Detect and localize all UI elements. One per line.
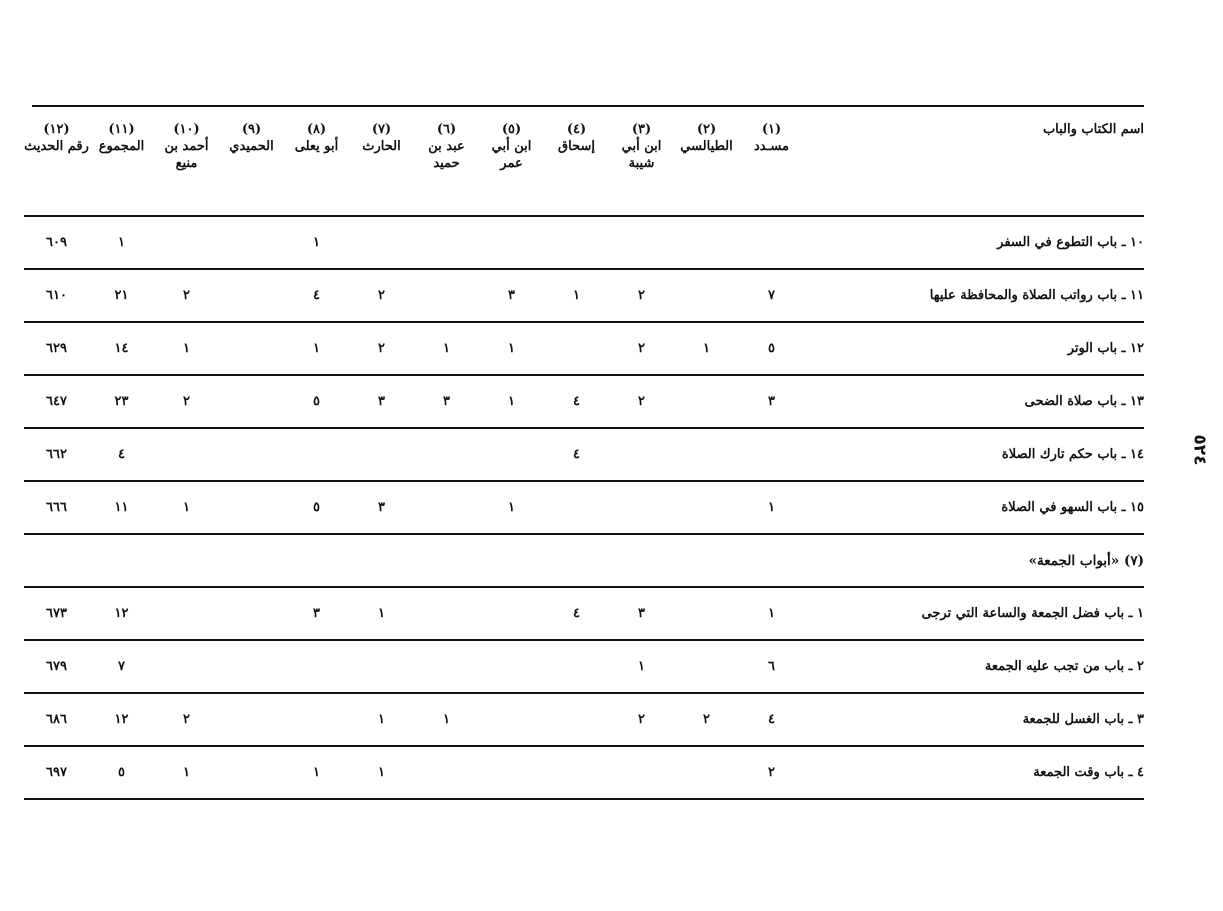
total-cell: ٢٣ bbox=[89, 375, 154, 428]
table-row bbox=[24, 428, 1144, 481]
count-cell bbox=[219, 428, 284, 481]
column-label: رقم الحديث bbox=[24, 139, 89, 154]
total-cell: ١٢ bbox=[89, 587, 154, 640]
chapter-title-cell: ١٢ ـ باب الوتر bbox=[804, 322, 1144, 375]
count-cell: ٢ bbox=[349, 322, 414, 375]
count-cell: ٤ bbox=[544, 375, 609, 428]
count-cell: ١ bbox=[414, 693, 479, 746]
column-header bbox=[89, 107, 154, 216]
column-number: (١٢) bbox=[43, 122, 70, 137]
count-cell bbox=[219, 269, 284, 322]
count-cell: ٣ bbox=[349, 481, 414, 534]
count-cell: ٤ bbox=[544, 428, 609, 481]
column-label: الحارث bbox=[362, 139, 401, 154]
count-cell bbox=[674, 481, 739, 534]
count-cell bbox=[674, 269, 739, 322]
count-cell bbox=[479, 746, 544, 799]
count-cell bbox=[674, 216, 739, 269]
count-cell bbox=[219, 481, 284, 534]
table-header-row bbox=[24, 107, 1144, 216]
count-cell bbox=[414, 216, 479, 269]
hadith-number-cell: ٦٧٣ bbox=[24, 587, 89, 640]
column-header bbox=[349, 107, 414, 216]
count-cell: ١ bbox=[284, 746, 349, 799]
count-cell: ٤ bbox=[544, 587, 609, 640]
hadith-number-cell: ٦٦٦ bbox=[24, 481, 89, 534]
count-cell: ٤ bbox=[284, 269, 349, 322]
chapter-title-cell: ١٥ ـ باب السهو في الصلاة bbox=[804, 481, 1144, 534]
count-cell bbox=[479, 216, 544, 269]
section-heading-row bbox=[24, 534, 1144, 587]
column-header-title bbox=[804, 107, 1144, 216]
count-cell: ٣ bbox=[739, 375, 804, 428]
chapter-title-cell: ١٣ ـ باب صلاة الضحى bbox=[804, 375, 1144, 428]
column-header bbox=[479, 107, 544, 216]
column-header bbox=[544, 107, 609, 216]
count-cell: ٢ bbox=[609, 693, 674, 746]
count-cell: ٤ bbox=[739, 693, 804, 746]
count-cell bbox=[479, 693, 544, 746]
total-cell: ٢١ bbox=[89, 269, 154, 322]
column-header bbox=[674, 107, 739, 216]
total-cell: ١٢ bbox=[89, 693, 154, 746]
total-cell: ١١ bbox=[89, 481, 154, 534]
count-cell bbox=[674, 375, 739, 428]
total-cell: ١٤ bbox=[89, 322, 154, 375]
hadith-number-cell: ٦٨٦ bbox=[24, 693, 89, 746]
table-row bbox=[24, 693, 1144, 746]
column-label: الطيالسي bbox=[680, 139, 733, 154]
count-cell: ٢ bbox=[609, 269, 674, 322]
count-cell bbox=[219, 322, 284, 375]
count-cell bbox=[414, 587, 479, 640]
column-header bbox=[154, 107, 219, 216]
count-cell bbox=[544, 640, 609, 693]
count-cell: ١ bbox=[674, 322, 739, 375]
column-number: (٢) bbox=[696, 122, 717, 137]
count-cell: ٢ bbox=[154, 693, 219, 746]
table-row bbox=[24, 322, 1144, 375]
count-cell: ٢ bbox=[609, 322, 674, 375]
column-number: (٣) bbox=[631, 122, 652, 137]
count-cell bbox=[674, 640, 739, 693]
count-cell: ٣ bbox=[349, 375, 414, 428]
count-cell bbox=[674, 587, 739, 640]
hadith-number-cell: ٦١٠ bbox=[24, 269, 89, 322]
chapter-title-cell: ٣ ـ باب الغسل للجمعة bbox=[804, 693, 1144, 746]
count-cell: ١ bbox=[349, 746, 414, 799]
count-cell: ٧ bbox=[739, 269, 804, 322]
hadith-number-cell: ٦٠٩ bbox=[24, 216, 89, 269]
column-number: (٩) bbox=[241, 122, 262, 137]
count-cell bbox=[609, 481, 674, 534]
count-cell bbox=[349, 428, 414, 481]
column-header bbox=[219, 107, 284, 216]
total-cell: ١ bbox=[89, 216, 154, 269]
chapter-title-cell: ١٤ ـ باب حكم تارك الصلاة bbox=[804, 428, 1144, 481]
count-cell: ١ bbox=[479, 481, 544, 534]
count-cell bbox=[219, 693, 284, 746]
total-cell: ٥ bbox=[89, 746, 154, 799]
count-cell bbox=[544, 481, 609, 534]
count-cell bbox=[219, 587, 284, 640]
count-cell bbox=[219, 375, 284, 428]
count-cell bbox=[219, 746, 284, 799]
count-cell: ١ bbox=[349, 693, 414, 746]
column-header bbox=[739, 107, 804, 216]
column-number: (٦) bbox=[436, 122, 457, 137]
count-cell bbox=[219, 216, 284, 269]
hadith-number-cell: ٦٦٢ bbox=[24, 428, 89, 481]
count-cell bbox=[414, 428, 479, 481]
count-cell: ٥ bbox=[284, 481, 349, 534]
column-number: (٤) bbox=[566, 122, 587, 137]
column-header bbox=[24, 107, 89, 216]
count-cell: ١ bbox=[154, 746, 219, 799]
count-cell: ١ bbox=[154, 322, 219, 375]
column-header bbox=[414, 107, 479, 216]
count-cell bbox=[284, 693, 349, 746]
column-number: (١) bbox=[761, 122, 782, 137]
count-cell bbox=[284, 640, 349, 693]
table-row bbox=[24, 269, 1144, 322]
table-row bbox=[24, 481, 1144, 534]
count-cell bbox=[479, 428, 544, 481]
count-cell: ٢ bbox=[609, 375, 674, 428]
column-label: اسم الكتاب والباب bbox=[1042, 122, 1144, 137]
column-label: إسحاق bbox=[558, 139, 595, 154]
column-label: الحميدي bbox=[229, 139, 274, 154]
hadith-number-cell: ٦٤٧ bbox=[24, 375, 89, 428]
column-number: (٧) bbox=[371, 122, 392, 137]
count-cell: ٥ bbox=[739, 322, 804, 375]
column-number: (٨) bbox=[306, 122, 327, 137]
count-cell: ٣ bbox=[479, 269, 544, 322]
count-cell: ١ bbox=[284, 216, 349, 269]
count-cell bbox=[739, 216, 804, 269]
count-cell bbox=[349, 216, 414, 269]
column-label: أبو يعلى bbox=[294, 139, 339, 154]
count-cell bbox=[544, 693, 609, 746]
count-cell: ١ bbox=[284, 322, 349, 375]
count-cell bbox=[674, 746, 739, 799]
page-number: ٥٢٤ bbox=[1189, 434, 1210, 466]
column-label: ابن أبي عمر bbox=[491, 139, 532, 171]
count-cell: ١ bbox=[609, 640, 674, 693]
chapter-title-cell: ٤ ـ باب وقت الجمعة bbox=[804, 746, 1144, 799]
table-row bbox=[24, 746, 1144, 799]
count-cell bbox=[284, 428, 349, 481]
table-row bbox=[24, 216, 1144, 269]
table-row bbox=[24, 587, 1144, 640]
hadith-table bbox=[24, 107, 1144, 800]
column-header bbox=[284, 107, 349, 216]
hadith-number-cell: ٦٩٧ bbox=[24, 746, 89, 799]
count-cell: ١ bbox=[544, 269, 609, 322]
column-label: المجموع bbox=[98, 139, 145, 154]
count-cell bbox=[609, 216, 674, 269]
count-cell: ٢ bbox=[154, 269, 219, 322]
count-cell bbox=[544, 746, 609, 799]
count-cell: ١ bbox=[349, 587, 414, 640]
count-cell: ١ bbox=[479, 375, 544, 428]
count-cell bbox=[739, 428, 804, 481]
count-cell bbox=[479, 640, 544, 693]
table-body bbox=[24, 216, 1144, 799]
count-cell bbox=[219, 640, 284, 693]
count-cell bbox=[544, 322, 609, 375]
table-row bbox=[24, 375, 1144, 428]
count-cell bbox=[414, 481, 479, 534]
chapter-title-cell: ١٠ ـ باب التطوع في السفر bbox=[804, 216, 1144, 269]
chapter-title-cell: ١١ ـ باب رواتب الصلاة والمحافظة عليها bbox=[804, 269, 1144, 322]
count-cell: ٥ bbox=[284, 375, 349, 428]
column-number: (١٠) bbox=[173, 122, 200, 137]
column-label: عبد بن حميد bbox=[428, 139, 465, 171]
count-cell: ٢ bbox=[674, 693, 739, 746]
count-cell: ٢ bbox=[349, 269, 414, 322]
count-cell: ١ bbox=[479, 322, 544, 375]
count-cell bbox=[414, 269, 479, 322]
column-label: أحمد بن منيع bbox=[164, 139, 209, 171]
column-label: مسـدد bbox=[754, 139, 789, 154]
count-cell bbox=[674, 428, 739, 481]
count-cell: ٢ bbox=[739, 746, 804, 799]
count-cell: ١ bbox=[154, 481, 219, 534]
total-cell: ٧ bbox=[89, 640, 154, 693]
count-cell bbox=[609, 746, 674, 799]
count-cell bbox=[479, 587, 544, 640]
hadith-number-cell: ٦٧٩ bbox=[24, 640, 89, 693]
count-cell: ١ bbox=[739, 587, 804, 640]
document-page bbox=[24, 105, 1144, 800]
chapter-title-cell: ٢ ـ باب من تجب عليه الجمعة bbox=[804, 640, 1144, 693]
hadith-number-cell: ٦٢٩ bbox=[24, 322, 89, 375]
count-cell: ٣ bbox=[609, 587, 674, 640]
table-row bbox=[24, 640, 1144, 693]
count-cell bbox=[609, 428, 674, 481]
section-heading: (٧) «أبواب الجمعة» bbox=[24, 534, 1144, 587]
count-cell: ٣ bbox=[284, 587, 349, 640]
count-cell: ٣ bbox=[414, 375, 479, 428]
count-cell: ٢ bbox=[154, 375, 219, 428]
total-cell: ٤ bbox=[89, 428, 154, 481]
column-label: ابن أبي شيبة bbox=[621, 139, 662, 171]
count-cell bbox=[154, 216, 219, 269]
count-cell bbox=[414, 746, 479, 799]
column-header bbox=[609, 107, 674, 216]
count-cell bbox=[349, 640, 414, 693]
count-cell: ١ bbox=[414, 322, 479, 375]
count-cell bbox=[544, 216, 609, 269]
count-cell: ٦ bbox=[739, 640, 804, 693]
count-cell bbox=[154, 587, 219, 640]
column-number: (٥) bbox=[501, 122, 522, 137]
chapter-title-cell: ١ ـ باب فضل الجمعة والساعة التي ترجى bbox=[804, 587, 1144, 640]
column-number: (١١) bbox=[108, 122, 135, 137]
count-cell bbox=[154, 640, 219, 693]
count-cell: ١ bbox=[739, 481, 804, 534]
count-cell bbox=[414, 640, 479, 693]
count-cell bbox=[154, 428, 219, 481]
